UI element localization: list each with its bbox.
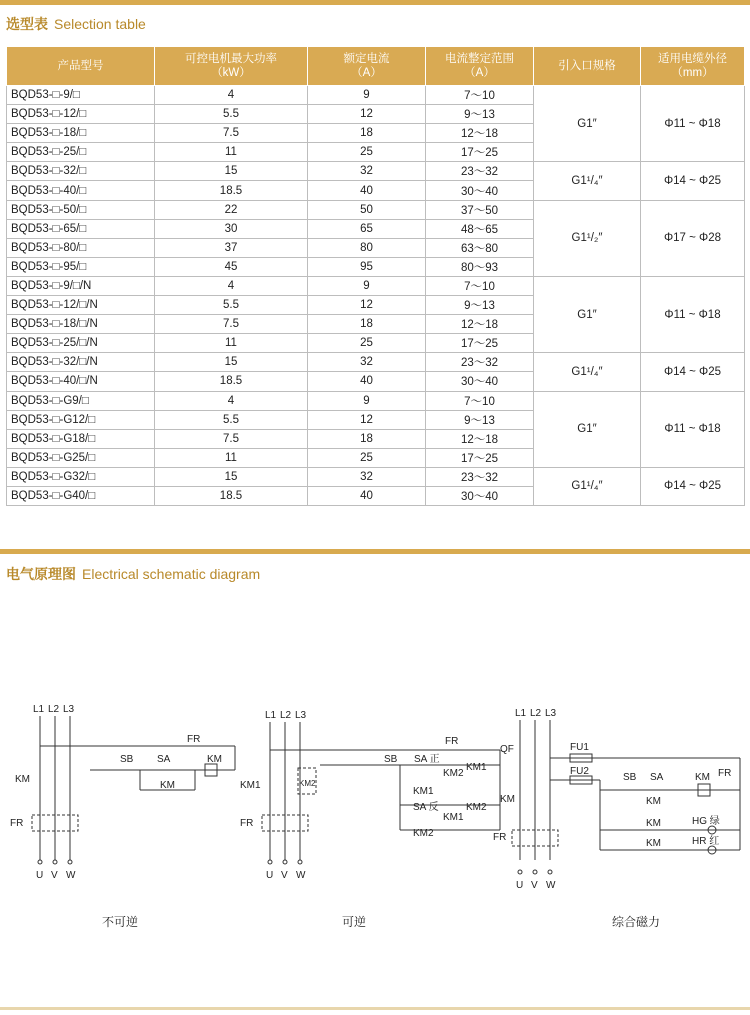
svg-text:L2: L2 bbox=[48, 704, 60, 715]
cell-range: 37～50 bbox=[426, 200, 534, 219]
cell-power: 30 bbox=[155, 219, 308, 238]
cell-current: 80 bbox=[308, 238, 426, 257]
cell-model: BQD53-□-G9/□ bbox=[7, 391, 155, 410]
svg-text:KM1: KM1 bbox=[443, 812, 464, 823]
schematic-diagram bbox=[0, 690, 750, 900]
header-model: 产品型号 bbox=[7, 47, 155, 86]
cell-current: 12 bbox=[308, 410, 426, 429]
schematic-title-en: Electrical schematic diagram bbox=[82, 566, 261, 582]
cell-inlet: G1¹/₄″ bbox=[534, 162, 641, 200]
schematic-heading bbox=[6, 565, 260, 583]
cell-power: 11 bbox=[155, 143, 308, 162]
cell-range: 17～25 bbox=[426, 143, 534, 162]
cell-inlet: G1¹/₄″ bbox=[534, 467, 641, 505]
cell-power: 15 bbox=[155, 162, 308, 181]
cell-model: BQD53-□-25/□/N bbox=[7, 334, 155, 353]
svg-text:L2: L2 bbox=[280, 710, 292, 721]
table-row bbox=[7, 391, 745, 410]
cell-model: BQD53-□-G25/□ bbox=[7, 448, 155, 467]
cell-power: 4 bbox=[155, 391, 308, 410]
svg-text:L3: L3 bbox=[63, 704, 75, 715]
svg-text:KM: KM bbox=[160, 780, 175, 791]
cell-range: 12～18 bbox=[426, 429, 534, 448]
cell-power: 45 bbox=[155, 257, 308, 276]
cell-range: 30～40 bbox=[426, 372, 534, 391]
svg-text:KM: KM bbox=[207, 754, 222, 765]
cell-power: 4 bbox=[155, 276, 308, 295]
cell-model: BQD53-□-18/□/N bbox=[7, 315, 155, 334]
cell-range: 23～32 bbox=[426, 162, 534, 181]
schematic-combined bbox=[493, 708, 740, 891]
svg-text:L3: L3 bbox=[295, 710, 307, 721]
cell-model: BQD53-□-95/□ bbox=[7, 257, 155, 276]
selection-heading bbox=[6, 15, 146, 33]
cell-current: 32 bbox=[308, 162, 426, 181]
table-row bbox=[7, 162, 745, 181]
cell-model: BQD53-□-40/□/N bbox=[7, 372, 155, 391]
cell-current: 12 bbox=[308, 105, 426, 124]
cell-current: 40 bbox=[308, 181, 426, 200]
cell-model: BQD53-□-9/□ bbox=[7, 86, 155, 105]
svg-text:FR: FR bbox=[187, 734, 201, 745]
cell-power: 5.5 bbox=[155, 410, 308, 429]
cell-current: 32 bbox=[308, 467, 426, 486]
cell-range: 9～13 bbox=[426, 105, 534, 124]
cell-range: 80～93 bbox=[426, 257, 534, 276]
svg-text:L3: L3 bbox=[545, 708, 557, 719]
cell-current: 9 bbox=[308, 86, 426, 105]
table-row bbox=[7, 200, 745, 219]
cell-range: 12～18 bbox=[426, 124, 534, 143]
svg-text:KM: KM bbox=[646, 796, 661, 807]
cell-range: 9～13 bbox=[426, 296, 534, 315]
svg-text:L1: L1 bbox=[33, 704, 45, 715]
cell-cable: Φ17 ~ Φ28 bbox=[641, 200, 745, 276]
cell-current: 95 bbox=[308, 257, 426, 276]
cell-range: 9～13 bbox=[426, 410, 534, 429]
cell-power: 7.5 bbox=[155, 124, 308, 143]
svg-text:KM2: KM2 bbox=[413, 828, 434, 839]
svg-text:KM: KM bbox=[646, 818, 661, 829]
svg-text:KM1: KM1 bbox=[466, 762, 487, 773]
svg-text:SA: SA bbox=[157, 754, 171, 765]
table-row bbox=[7, 86, 745, 105]
table-row bbox=[7, 467, 745, 486]
cell-current: 9 bbox=[308, 391, 426, 410]
svg-text:KM2: KM2 bbox=[443, 768, 464, 779]
bottom-rule bbox=[0, 1007, 750, 1010]
cell-power: 22 bbox=[155, 200, 308, 219]
cell-cable: Φ11 ~ Φ18 bbox=[641, 86, 745, 162]
svg-text:KM1: KM1 bbox=[240, 780, 261, 791]
table-row bbox=[7, 276, 745, 295]
svg-text:SA: SA bbox=[650, 772, 664, 783]
cell-model: BQD53-□-32/□/N bbox=[7, 353, 155, 372]
selection-title-en: Selection table bbox=[54, 16, 146, 32]
cell-range: 7～10 bbox=[426, 276, 534, 295]
cell-power: 7.5 bbox=[155, 315, 308, 334]
cell-power: 18.5 bbox=[155, 372, 308, 391]
svg-text:V: V bbox=[281, 870, 288, 881]
cell-model: BQD53-□-32/□ bbox=[7, 162, 155, 181]
cell-power: 18.5 bbox=[155, 486, 308, 505]
svg-text:KM: KM bbox=[15, 774, 30, 785]
header-current: 额定电流 （A） bbox=[308, 47, 426, 86]
cell-current: 32 bbox=[308, 353, 426, 372]
cell-current: 12 bbox=[308, 296, 426, 315]
cell-power: 18.5 bbox=[155, 181, 308, 200]
svg-text:KM1: KM1 bbox=[413, 786, 434, 797]
svg-text:SA 正: SA 正 bbox=[414, 754, 440, 765]
cell-current: 18 bbox=[308, 124, 426, 143]
cell-model: BQD53-□-80/□ bbox=[7, 238, 155, 257]
cell-current: 9 bbox=[308, 276, 426, 295]
cell-model: BQD53-□-G18/□ bbox=[7, 429, 155, 448]
cell-range: 17～25 bbox=[426, 448, 534, 467]
selection-title-cn: 选型表 bbox=[6, 16, 48, 32]
cell-current: 18 bbox=[308, 429, 426, 448]
svg-text:FR: FR bbox=[493, 832, 507, 843]
cell-current: 25 bbox=[308, 334, 426, 353]
cell-power: 7.5 bbox=[155, 429, 308, 448]
caption-irreversible: 不可逆 bbox=[102, 915, 139, 929]
cell-inlet: G1¹/₂″ bbox=[534, 200, 641, 276]
svg-text:KM2: KM2 bbox=[466, 802, 487, 813]
svg-text:SB: SB bbox=[384, 754, 398, 765]
cell-power: 15 bbox=[155, 467, 308, 486]
cell-current: 50 bbox=[308, 200, 426, 219]
svg-text:SB: SB bbox=[120, 754, 134, 765]
svg-text:FU1: FU1 bbox=[570, 742, 589, 753]
svg-text:QF: QF bbox=[500, 744, 514, 755]
cell-model: BQD53-□-65/□ bbox=[7, 219, 155, 238]
cell-model: BQD53-□-G40/□ bbox=[7, 486, 155, 505]
svg-text:L1: L1 bbox=[515, 708, 527, 719]
cell-power: 11 bbox=[155, 448, 308, 467]
cell-model: BQD53-□-12/□ bbox=[7, 105, 155, 124]
table-header-row bbox=[7, 47, 745, 86]
selection-table bbox=[6, 46, 745, 506]
cell-range: 30～40 bbox=[426, 486, 534, 505]
svg-text:KM: KM bbox=[695, 772, 710, 783]
header-range: 电流整定范围 （A） bbox=[426, 47, 534, 86]
cell-model: BQD53-□-G12/□ bbox=[7, 410, 155, 429]
svg-text:HG 绿: HG 绿 bbox=[692, 816, 720, 827]
cell-cable: Φ11 ~ Φ18 bbox=[641, 276, 745, 352]
svg-text:KM: KM bbox=[646, 838, 661, 849]
svg-text:SA 反: SA 反 bbox=[413, 802, 439, 813]
svg-text:FU2: FU2 bbox=[570, 766, 589, 777]
cell-power: 5.5 bbox=[155, 296, 308, 315]
svg-text:U: U bbox=[266, 870, 274, 881]
cell-power: 37 bbox=[155, 238, 308, 257]
schematic-title-cn: 电气原理图 bbox=[6, 566, 76, 582]
cell-range: 7～10 bbox=[426, 86, 534, 105]
cell-range: 23～32 bbox=[426, 467, 534, 486]
svg-text:FR: FR bbox=[240, 818, 254, 829]
table-body bbox=[7, 86, 745, 506]
cell-cable: Φ14 ~ Φ25 bbox=[641, 162, 745, 200]
cell-model: BQD53-□-40/□ bbox=[7, 181, 155, 200]
cell-model: BQD53-□-G32/□ bbox=[7, 467, 155, 486]
cell-current: 18 bbox=[308, 315, 426, 334]
cell-model: BQD53-□-18/□ bbox=[7, 124, 155, 143]
table-row bbox=[7, 353, 745, 372]
cell-range: 30～40 bbox=[426, 181, 534, 200]
mid-rule bbox=[0, 549, 750, 554]
caption-combined: 综合磁力 bbox=[612, 915, 661, 929]
cell-range: 48～65 bbox=[426, 219, 534, 238]
cell-inlet: G1″ bbox=[534, 86, 641, 162]
cell-range: 7～10 bbox=[426, 391, 534, 410]
cell-range: 17～25 bbox=[426, 334, 534, 353]
cell-power: 5.5 bbox=[155, 105, 308, 124]
svg-text:KM2: KM2 bbox=[299, 779, 316, 788]
cell-current: 65 bbox=[308, 219, 426, 238]
svg-text:V: V bbox=[51, 870, 58, 881]
cell-cable: Φ14 ~ Φ25 bbox=[641, 353, 745, 391]
cell-range: 63～80 bbox=[426, 238, 534, 257]
cell-model: BQD53-□-25/□ bbox=[7, 143, 155, 162]
header-inlet: 引入口规格 bbox=[534, 47, 641, 86]
cell-inlet: G1″ bbox=[534, 391, 641, 467]
cell-power: 15 bbox=[155, 353, 308, 372]
svg-text:FR: FR bbox=[445, 736, 459, 747]
top-rule bbox=[0, 0, 750, 5]
svg-text:KM: KM bbox=[500, 794, 515, 805]
cell-cable: Φ14 ~ Φ25 bbox=[641, 467, 745, 505]
svg-text:W: W bbox=[546, 880, 556, 891]
caption-reversible: 可逆 bbox=[342, 915, 367, 929]
cell-inlet: G1″ bbox=[534, 276, 641, 352]
svg-text:W: W bbox=[66, 870, 76, 881]
svg-text:U: U bbox=[36, 870, 44, 881]
schematic-reversible bbox=[240, 710, 500, 881]
cell-power: 4 bbox=[155, 86, 308, 105]
header-cable: 适用电缆外径 （mm） bbox=[641, 47, 745, 86]
cell-power: 11 bbox=[155, 334, 308, 353]
cell-model: BQD53-□-12/□/N bbox=[7, 296, 155, 315]
svg-text:U: U bbox=[516, 880, 524, 891]
cell-inlet: G1¹/₄″ bbox=[534, 353, 641, 391]
svg-text:FR: FR bbox=[718, 768, 732, 779]
cell-current: 40 bbox=[308, 372, 426, 391]
cell-range: 23～32 bbox=[426, 353, 534, 372]
svg-text:HR 红: HR 红 bbox=[692, 836, 720, 847]
svg-text:W: W bbox=[296, 870, 306, 881]
schematic-irreversible bbox=[10, 704, 235, 881]
cell-current: 25 bbox=[308, 448, 426, 467]
svg-text:L1: L1 bbox=[265, 710, 277, 721]
svg-text:FR: FR bbox=[10, 818, 24, 829]
cell-cable: Φ11 ~ Φ18 bbox=[641, 391, 745, 467]
cell-range: 12～18 bbox=[426, 315, 534, 334]
cell-model: BQD53-□-9/□/N bbox=[7, 276, 155, 295]
header-power: 可控电机最大功率 （kW） bbox=[155, 47, 308, 86]
cell-current: 25 bbox=[308, 143, 426, 162]
svg-text:L2: L2 bbox=[530, 708, 542, 719]
cell-current: 40 bbox=[308, 486, 426, 505]
svg-text:SB: SB bbox=[623, 772, 637, 783]
cell-model: BQD53-□-50/□ bbox=[7, 200, 155, 219]
svg-text:V: V bbox=[531, 880, 538, 891]
